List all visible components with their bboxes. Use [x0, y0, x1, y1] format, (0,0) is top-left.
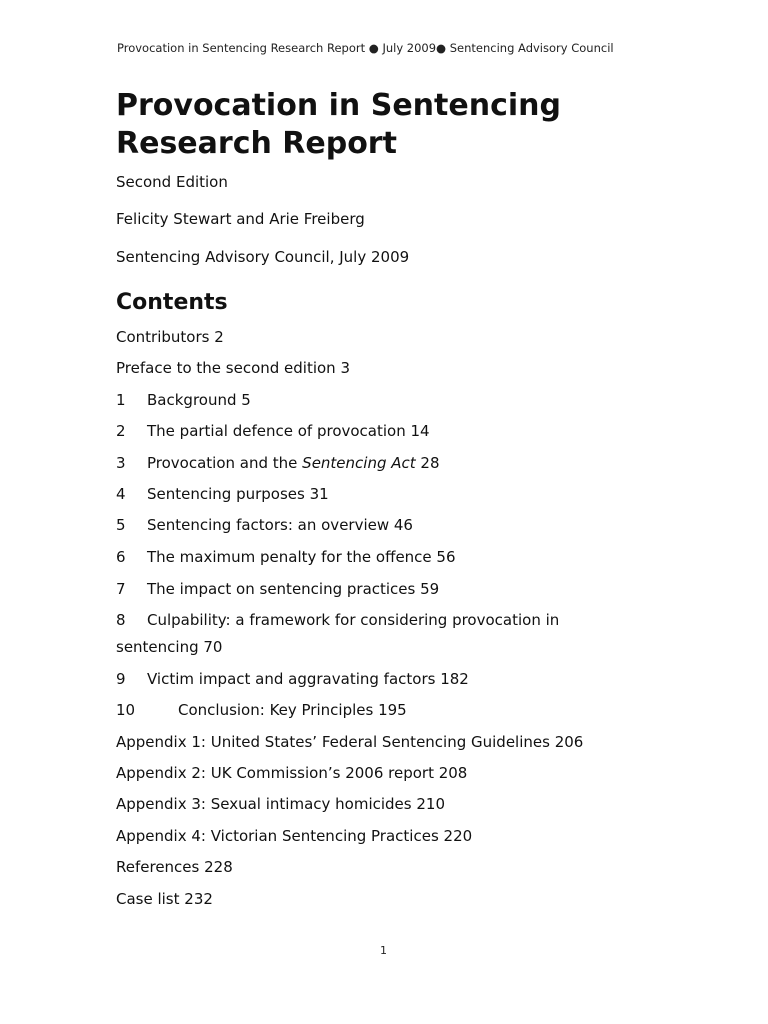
- toc-entry-appendix-4[interactable]: [116, 826, 472, 846]
- toc-entry-number: 4: [116, 485, 126, 503]
- toc-entry-text: Appendix 4: Victorian Sentencing Practices 220: [116, 827, 473, 845]
- toc-entry-text: Preface to the second edition 3: [116, 359, 351, 377]
- toc-entry-number: 9: [116, 670, 126, 688]
- toc-entry-number: 8: [116, 611, 126, 629]
- publisher-line: Sentencing Advisory Council, July 2009: [116, 248, 410, 266]
- toc-entry-text: Conclusion: Key Principles 195: [178, 701, 407, 719]
- toc-entry-number: 10: [116, 701, 136, 719]
- authors-line: Felicity Stewart and Arie Freiberg: [116, 210, 365, 228]
- toc-entry-text: Appendix 3: Sexual intimacy homicides 210: [116, 795, 445, 813]
- toc-entry-preface[interactable]: [116, 358, 350, 378]
- toc-entry-chapter-6[interactable]: [116, 547, 456, 567]
- toc-entry-text: Appendix 1: United States’ Federal Sentencing Guidelines 206: [116, 733, 584, 751]
- toc-entry-chapter-8[interactable]: [116, 607, 596, 661]
- toc-entry-chapter-9[interactable]: [116, 669, 469, 689]
- toc-entry-chapter-10[interactable]: [116, 700, 407, 720]
- toc-entry-text: Case list 232: [116, 890, 213, 908]
- toc-entry-text: The maximum penalty for the offence 56: [147, 548, 456, 566]
- toc-entry-chapter-4[interactable]: [116, 484, 329, 504]
- toc-entry-text-before: Provocation and the: [147, 454, 303, 472]
- toc-entry-number: 2: [116, 422, 126, 440]
- edition-line: Second Edition: [116, 173, 228, 191]
- toc-entry-text-after: 28: [415, 454, 440, 472]
- toc-entry-appendix-3[interactable]: [116, 794, 445, 814]
- document-title: Provocation in Sentencing Research Report: [116, 88, 561, 161]
- toc-entry-text: References 228: [116, 858, 233, 876]
- toc-entry-text: Appendix 2: UK Commission’s 2006 report 208: [116, 764, 468, 782]
- toc-entry-text: Sentencing factors: an overview 46: [147, 516, 413, 534]
- toc-entry-text: Sentencing purposes 31: [147, 485, 329, 503]
- toc-entry-chapter-1[interactable]: [116, 390, 251, 410]
- toc-entry-italic-title: Sentencing Act: [302, 454, 416, 472]
- toc-entry-contributors[interactable]: [116, 327, 224, 347]
- toc-entry-chapter-7[interactable]: [116, 579, 439, 599]
- toc-entry-text: The partial defence of provocation 14: [147, 422, 430, 440]
- toc-entry-text: Culpability: a framework for considering provocation in sentencing 70: [116, 611, 560, 656]
- toc-entry-chapter-5[interactable]: [116, 515, 413, 535]
- toc-entry-text: Victim impact and aggravating factors 182: [147, 670, 469, 688]
- toc-entry-appendix-2[interactable]: [116, 763, 467, 783]
- contents-heading: Contents: [116, 290, 228, 315]
- toc-entry-case-list[interactable]: [116, 889, 213, 909]
- toc-entry-number: 3: [116, 454, 126, 472]
- toc-entry-number: 6: [116, 548, 126, 566]
- toc-entry-number: 7: [116, 580, 126, 598]
- toc-entry-references[interactable]: [116, 857, 233, 877]
- toc-entry-text: Contributors 2: [116, 328, 224, 346]
- running-header: Provocation in Sentencing Research Report ● July 2009● Sentencing Advisory Council: [117, 41, 614, 55]
- toc-entry-chapter-2[interactable]: [116, 421, 430, 441]
- toc-entry-chapter-3[interactable]: [116, 453, 440, 473]
- toc-entry-number: 1: [116, 391, 126, 409]
- toc-entry-number: 5: [116, 516, 126, 534]
- page-number: 1: [380, 944, 387, 957]
- toc-entry-text: The impact on sentencing practices 59: [147, 580, 440, 598]
- toc-entry-text: Background 5: [147, 391, 251, 409]
- toc-entry-appendix-1[interactable]: [116, 732, 583, 752]
